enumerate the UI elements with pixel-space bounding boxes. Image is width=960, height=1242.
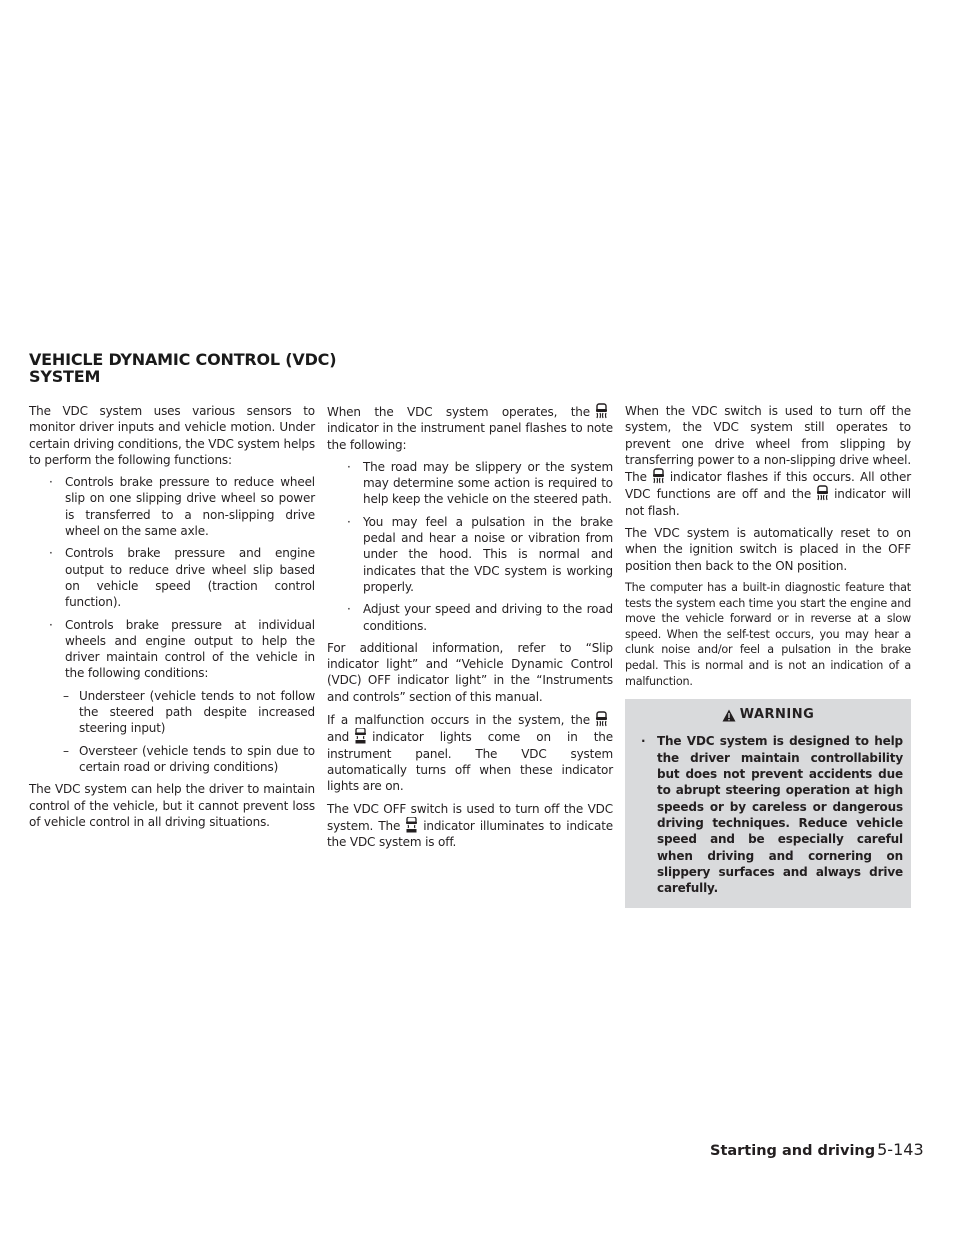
warning-title: WARNING xyxy=(739,707,815,723)
sub-list-item: – Oversteer (vehicle tends to spin due to certain road or driving conditions) xyxy=(63,743,315,776)
text: indicator flashes if this occurs. All other VDC functions are off and the xyxy=(625,470,911,502)
footer-section-name: Starting and driving xyxy=(710,1143,876,1159)
text: indicator lights come on in the instrument panel. The VDC system automatically turns off when these indicator lights are on. xyxy=(327,730,613,794)
text: and xyxy=(327,730,350,745)
slip-indicator-icon xyxy=(651,468,666,484)
warning-item: · The VDC system is designed to help the driver maintain controllability but does not prevent accidents due to abrupt steering operation at high speeds or by careless or dangerous driving techniques. Reduce vehicle speed and be especially careful when driving and cornering on slippery surfaces and always drive carefully. xyxy=(641,733,903,896)
list-item: · Adjust your speed and driving to the road conditions. xyxy=(347,601,613,634)
column-1 xyxy=(29,403,315,836)
text: When the VDC system operates, the xyxy=(327,405,590,419)
paragraph: The VDC system is automatically reset to on when the ignition switch is placed in the OFF position then back to the ON position. xyxy=(625,526,911,573)
text: indicator illuminates to indicate the VDC system is off. xyxy=(327,818,613,850)
text: The VDC OFF switch is used to turn off the VDC system. The xyxy=(327,801,613,833)
intro-paragraph: The VDC system uses various sensors to monitor driver inputs and vehicle motion. Under certain driving conditions, the VDC system helps to perform the following functions: xyxy=(29,404,315,467)
warning-box xyxy=(625,699,911,908)
warning-header xyxy=(633,705,903,733)
list-item: · Controls brake pressure to reduce wheel slip on one slipping drive wheel so power is transferred to a non-slipping drive wheel on the same axle. xyxy=(49,474,315,539)
paragraph xyxy=(327,403,613,453)
slip-indicator-icon xyxy=(594,711,609,727)
text: If a malfunction occurs in the system, the xyxy=(327,713,590,728)
slip-indicator-icon xyxy=(815,485,830,501)
page-title: VEHICLE DYNAMIC CONTROL (VDC) SYSTEM xyxy=(29,350,337,386)
list-item: · Controls brake pressure at individual wheels and engine output to help the driver maintain control of the vehicle in the following conditions: xyxy=(49,617,315,682)
warning-icon xyxy=(722,709,736,722)
page-footer xyxy=(710,1140,940,1159)
paragraph xyxy=(327,801,613,851)
text: indicator in the instrument panel flashes to note the following: xyxy=(327,421,613,452)
paragraph xyxy=(327,711,613,794)
page-number: 5-143 xyxy=(877,1140,924,1159)
list-item: · You may feel a pulsation in the brake pedal and hear a noise or vibration from under the hood. This is normal and indicates that the VDC system is working properly. xyxy=(347,514,613,595)
list-item: · The road may be slippery or the system may determine some action is required to help keep the vehicle on the steered path. xyxy=(347,459,613,508)
list-item: · Controls brake pressure and engine output to reduce drive wheel slip based on vehicle speed (traction control function). xyxy=(49,545,315,610)
text: indicator will not flash. xyxy=(625,487,911,518)
vdc-off-indicator-icon xyxy=(353,728,368,744)
outro-paragraph: The VDC system can help the driver to maintain control of the vehicle, but it cannot prevent loss of vehicle control in all driving situations. xyxy=(29,782,315,829)
paragraph: For additional information, refer to “Slip indicator light” and “Vehicle Dynamic Control (VDC) OFF indicator light” in the “Instruments and controls” section of this manual. xyxy=(327,640,613,704)
text: When the VDC switch is used to turn off the system, the VDC system still operates to prevent one drive wheel from slipping by transferring power to a non-slipping drive wheel. The xyxy=(625,404,911,485)
paragraph xyxy=(625,403,911,519)
column-3 xyxy=(625,403,911,908)
column-2 xyxy=(327,403,613,856)
vdc-off-indicator-icon xyxy=(404,817,419,833)
sub-list-item: – Understeer (vehicle tends to not follow the steered path despite increased steering input) xyxy=(63,688,315,737)
slip-indicator-icon xyxy=(594,403,609,419)
paragraph: The computer has a built-in diagnostic feature that tests the system each time you start the engine and move the vehicle forward or in reverse at a slow speed. When the self-test occurs, you may hear a clunk noise and/or feel a pulsation in the brake pedal. This is normal and is not an indication of a malfunction. xyxy=(625,580,911,688)
